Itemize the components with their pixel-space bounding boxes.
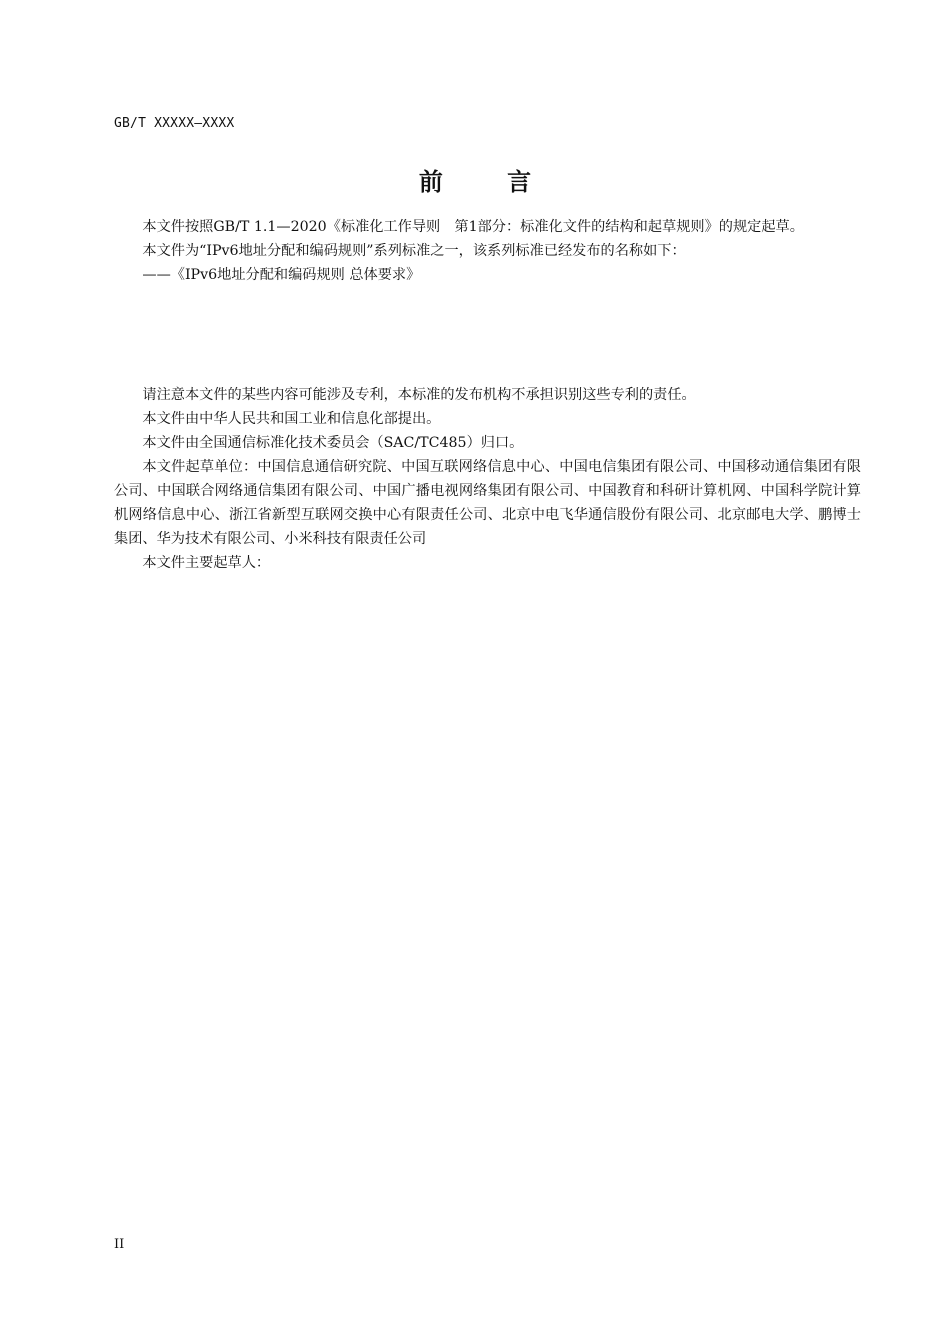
paragraph-series-intro: 本文件为“IPv6地址分配和编码规则”系列标准之一，该系列标准已经发布的名称如下： [142,243,686,259]
paragraph-drafting-rules: 本文件按照GB/T 1.1—2020《标准化工作导则 第1部分：标准化文件的结构和起草规则》的规定起草。 [142,219,804,235]
page-title: 前 言 [418,168,560,196]
standard-code-header: GB/T XXXXX—XXXX [114,116,235,131]
paragraph-proposer: 本文件由中华人民共和国工业和信息化部提出。 [142,411,441,427]
preface-body [114,215,861,575]
page-number: II [114,1237,125,1252]
blank-space [114,287,861,383]
paragraph-committee: 本文件由全国通信标准化技术委员会（SAC/TC485）归口。 [142,435,524,451]
paragraph-drafters: 本文件主要起草人： [142,555,271,571]
paragraph-series-item: ——《IPv6地址分配和编码规则 总体要求》 [142,267,421,283]
paragraph-patent-notice: 请注意本文件的某些内容可能涉及专利，本标准的发布机构不承担识别这些专利的责任。 [142,387,696,403]
paragraph-drafting-units: 本文件起草单位：中国信息通信研究院、中国互联网络信息中心、中国电信集团有限公司、中国移动通信集团有限公司、中国联合网络通信集团有限公司、中国广播电视网络集团有限公司、中国教育和科研计算机网、中国科学院计算机网络信息中心、浙江省新型互联网交换中心有限责任公司、北京中电飞华通信股份有限公司、北京邮电大学、鹏博士集团、华为技术有限公司、小米科技有限责任公司 [114,459,861,547]
